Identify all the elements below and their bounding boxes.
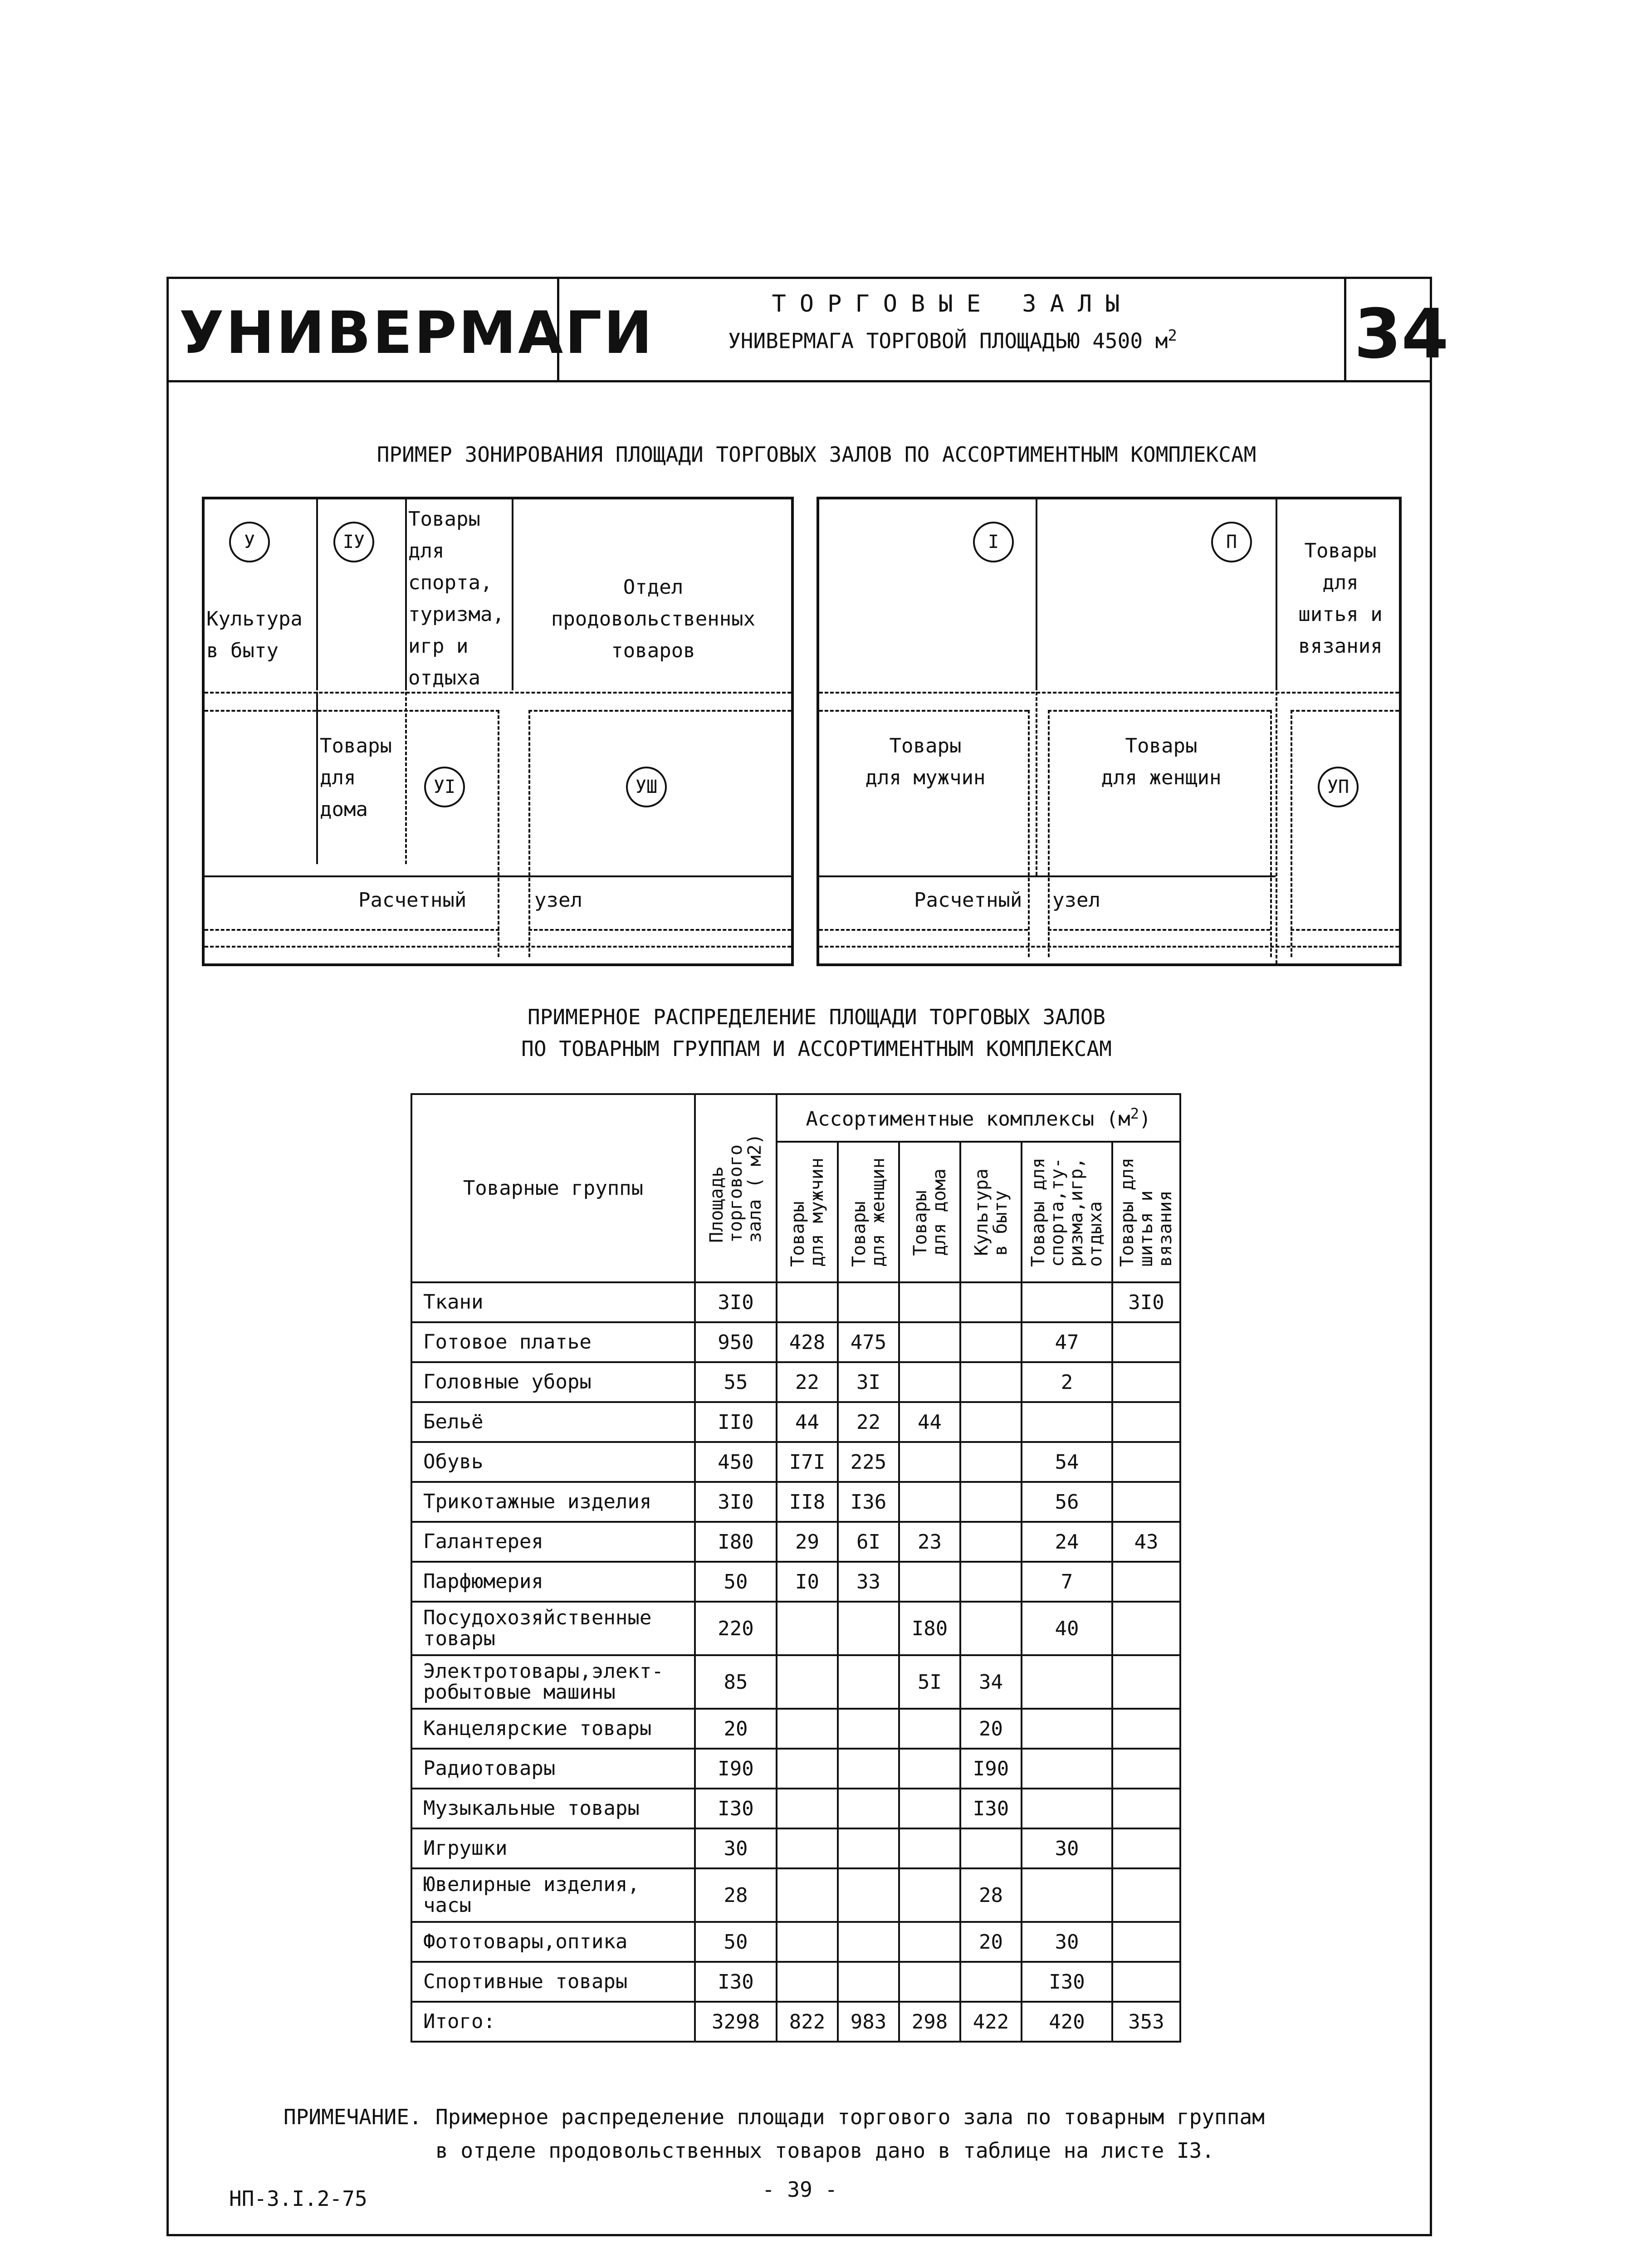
- zoning-title: ПРИМЕР ЗОНИРОВАНИЯ ПЛОЩАДИ ТОРГОВЫХ ЗАЛОВ ПО АССОРТИМЕНТНЫМ КОМПЛЕКСАМ: [376, 442, 1257, 467]
- table-row: [411, 1282, 1180, 1322]
- row-cell: 33: [838, 1562, 899, 1602]
- plan-left-dash: [498, 710, 499, 957]
- col-header-complex-1: [838, 1142, 899, 1282]
- row-cell: 22: [838, 1402, 899, 1442]
- table-row: [411, 1442, 1180, 1482]
- row-cell: [777, 1602, 838, 1655]
- row-cell: [899, 1868, 960, 1922]
- row-name: Спортивные товары: [411, 1962, 695, 2002]
- col-header-complex-text: Товары для спорта,ту- ризма,игр, отдыха: [1028, 1157, 1106, 1267]
- row-cell: 85: [695, 1655, 777, 1709]
- table-row: [411, 1322, 1180, 1362]
- table-row: [411, 2002, 1180, 2042]
- col-header-complex-text: Товары для женщин: [848, 1157, 889, 1267]
- col-header-complex-text: Культура в быту: [971, 1168, 1011, 1256]
- row-cell: 3298: [695, 2002, 777, 2042]
- row-cell: 44: [899, 1402, 960, 1442]
- zone-women: Товары для женщин: [1101, 734, 1222, 789]
- table-row: [411, 1402, 1180, 1442]
- row-cell: [899, 1789, 960, 1828]
- row-cell: [960, 1322, 1022, 1362]
- footer-code: НП-3.I.2-75: [229, 2186, 367, 2211]
- row-cell: I30: [695, 1789, 777, 1828]
- row-cell: 50: [695, 1922, 777, 1962]
- row-cell: 298: [899, 2002, 960, 2042]
- row-name: Ткани: [411, 1282, 695, 1322]
- row-cell: [899, 1828, 960, 1868]
- row-cell: [777, 1655, 838, 1709]
- plan-right-dash: [1291, 710, 1292, 957]
- row-name: Трикотажные изделия: [411, 1482, 695, 1522]
- row-cell: [777, 1922, 838, 1962]
- row-name: Ювелирные изделия, часы: [411, 1868, 695, 1922]
- row-cell: 225: [838, 1442, 899, 1482]
- row-cell: 420: [1022, 2002, 1112, 2042]
- plan-left-dash: [405, 692, 407, 864]
- row-cell: 29: [777, 1522, 838, 1562]
- row-name: Бельё: [411, 1402, 695, 1442]
- row-name: Канцелярские товары: [411, 1709, 695, 1749]
- row-cell: [838, 1962, 899, 2002]
- row-cell: 822: [777, 2002, 838, 2042]
- row-cell: 28: [695, 1868, 777, 1922]
- plan-left-wall: [405, 498, 407, 690]
- plan-right-wall: [1036, 498, 1037, 690]
- row-cell: [899, 1322, 960, 1362]
- plan-left-wall: [316, 498, 318, 690]
- zone-food: Отдел продовольственных товаров: [551, 576, 756, 662]
- row-cell: [777, 1868, 838, 1922]
- row-cell: 3I: [838, 1362, 899, 1402]
- row-cell: [1112, 1962, 1180, 2002]
- row-cell: 353: [1112, 2002, 1180, 2042]
- row-cell: I30: [1022, 1962, 1112, 2002]
- col-header-complex-5: [1112, 1142, 1180, 1282]
- plan-right-dash: [819, 929, 1028, 931]
- row-cell: I36: [838, 1482, 899, 1522]
- row-cell: 44: [777, 1402, 838, 1442]
- row-cell: 6I: [838, 1522, 899, 1562]
- row-cell: [838, 1922, 899, 1962]
- row-cell: 54: [1022, 1442, 1112, 1482]
- row-cell: [960, 1562, 1022, 1602]
- row-cell: [838, 1709, 899, 1749]
- row-cell: 3I0: [1112, 1282, 1180, 1322]
- row-cell: [1112, 1868, 1180, 1922]
- col-header-groups: Товарные группы: [411, 1094, 695, 1282]
- note-line-2: в отделе продовольственных товаров дано в таблице на листе I3.: [435, 2138, 1215, 2163]
- col-header-area: [695, 1094, 777, 1282]
- row-cell: [838, 1282, 899, 1322]
- plan-right-dash: [1291, 710, 1399, 712]
- row-cell: 475: [838, 1322, 899, 1362]
- table-row: [411, 1655, 1180, 1709]
- row-cell: 450: [695, 1442, 777, 1482]
- row-cell: [899, 1749, 960, 1789]
- table-row: [411, 1789, 1180, 1828]
- col-header-complex-text: Товары для дома: [909, 1168, 950, 1256]
- row-cell: [1112, 1709, 1180, 1749]
- row-cell: [960, 1602, 1022, 1655]
- row-cell: [777, 1789, 838, 1828]
- table-row: [411, 1828, 1180, 1868]
- row-name: Фототовары,оптика: [411, 1922, 695, 1962]
- row-cell: 23: [899, 1522, 960, 1562]
- col-header-complex-3: [960, 1142, 1022, 1282]
- plan-right-dash: [819, 946, 1399, 948]
- table-row: [411, 1962, 1180, 2002]
- row-cell: [838, 1749, 899, 1789]
- row-cell: [1022, 1749, 1112, 1789]
- page-number: - 39 -: [762, 2177, 838, 2202]
- row-name: Игрушки: [411, 1828, 695, 1868]
- row-cell: [1112, 1402, 1180, 1442]
- row-cell: [960, 1482, 1022, 1522]
- row-cell: I90: [960, 1749, 1022, 1789]
- row-cell: [899, 1962, 960, 2002]
- col-header-complex-text: Товары для шитья и вязания: [1117, 1157, 1176, 1267]
- row-cell: 428: [777, 1322, 838, 1362]
- plan-left-dash: [205, 710, 499, 712]
- table-row: [411, 1922, 1180, 1962]
- row-cell: [899, 1482, 960, 1522]
- plan-right-dash: [819, 710, 1028, 712]
- row-cell: [777, 1962, 838, 2002]
- zone-marker-II: П: [1211, 522, 1252, 562]
- row-cell: [838, 1868, 899, 1922]
- row-cell: [777, 1709, 838, 1749]
- row-cell: [1112, 1362, 1180, 1402]
- row-cell: 24: [1022, 1522, 1112, 1562]
- plan-right-dash: [1270, 710, 1272, 957]
- row-cell: 5I: [899, 1655, 960, 1709]
- col-header-complex-0: [777, 1142, 838, 1282]
- header-divider: [166, 380, 1432, 382]
- row-cell: 3I0: [695, 1282, 777, 1322]
- row-cell: 20: [960, 1922, 1022, 1962]
- row-cell: [1112, 1562, 1180, 1602]
- col-header-complex-4: [1022, 1142, 1112, 1282]
- zone-node-right: узел: [1052, 889, 1100, 912]
- row-name: Итого:: [411, 2002, 695, 2042]
- row-cell: 30: [1022, 1828, 1112, 1868]
- note-line-1: Примерное распределение площади торгового зала по товарным группам: [435, 2105, 1265, 2129]
- row-name: Посудохозяйственные товары: [411, 1602, 695, 1655]
- row-cell: 30: [695, 1828, 777, 1868]
- row-name: Обувь: [411, 1442, 695, 1482]
- row-cell: [960, 1828, 1022, 1868]
- zone-marker-VI: УI: [424, 767, 465, 807]
- table-row: [411, 1562, 1180, 1602]
- row-cell: [1112, 1655, 1180, 1709]
- row-cell: [838, 1602, 899, 1655]
- row-name: Готовое платье: [411, 1322, 695, 1362]
- row-cell: [960, 1402, 1022, 1442]
- row-cell: [899, 1709, 960, 1749]
- row-cell: 7: [1022, 1562, 1112, 1602]
- row-cell: 34: [960, 1655, 1022, 1709]
- row-cell: [1112, 1922, 1180, 1962]
- row-cell: 30: [1022, 1922, 1112, 1962]
- distribution-body: [411, 1282, 1180, 2042]
- row-cell: 22: [777, 1362, 838, 1402]
- row-name: Галантерея: [411, 1522, 695, 1562]
- row-cell: [1112, 1789, 1180, 1828]
- col-header-complex-2: [899, 1142, 960, 1282]
- row-cell: I80: [695, 1522, 777, 1562]
- col-header-area-text: Площадь торгового зала ( м2): [706, 1134, 765, 1243]
- plan-right-dash: [1291, 929, 1399, 931]
- zone-sport: Товары для спорта, туризма, игр и отдыха: [408, 508, 504, 689]
- row-cell: I30: [695, 1962, 777, 2002]
- sheet-number: 34: [1354, 295, 1449, 374]
- row-cell: [899, 1442, 960, 1482]
- table-row: [411, 1868, 1180, 1922]
- header-separator-2: [1344, 277, 1346, 382]
- zone-marker-I: I: [973, 522, 1014, 562]
- row-cell: 47: [1022, 1322, 1112, 1362]
- zone-home: Товары для дома: [320, 734, 392, 821]
- distribution-title-2: ПО ТОВАРНЫМ ГРУППАМ И АССОРТИМЕНТНЫМ КОМПЛЕКСАМ: [521, 1036, 1112, 1061]
- col-header-complexes: Ассортиментные комплексы $(м^2)$: [777, 1094, 1180, 1142]
- table-row: [411, 1362, 1180, 1402]
- row-name: Парфюмерия: [411, 1562, 695, 1602]
- row-cell: 56: [1022, 1482, 1112, 1522]
- row-cell: 50: [695, 1562, 777, 1602]
- row-cell: 3I0: [695, 1482, 777, 1522]
- row-cell: [838, 1655, 899, 1709]
- plan-right-line: [819, 875, 1276, 877]
- row-cell: I80: [899, 1602, 960, 1655]
- row-name: Радиотовары: [411, 1749, 695, 1789]
- plan-right-dash: [1048, 710, 1270, 712]
- row-cell: [960, 1282, 1022, 1322]
- row-cell: [1022, 1282, 1112, 1322]
- row-cell: 28: [960, 1868, 1022, 1922]
- row-cell: 220: [695, 1602, 777, 1655]
- distribution-title-1: ПРИМЕРНОЕ РАСПРЕДЕЛЕНИЕ ПЛОЩАДИ ТОРГОВЫХ ЗАЛОВ: [528, 1005, 1105, 1029]
- plan-right-dash: [1276, 692, 1277, 964]
- row-name: Музыкальные товары: [411, 1789, 695, 1828]
- zone-calc-right: Расчетный: [914, 889, 1022, 912]
- row-cell: [1022, 1868, 1112, 1922]
- row-cell: 55: [695, 1362, 777, 1402]
- table-row: [411, 1709, 1180, 1749]
- row-cell: [1022, 1655, 1112, 1709]
- zone-marker-VIII: УШ: [626, 767, 667, 807]
- col-header-complex-text: Товары для мужчин: [787, 1157, 827, 1267]
- row-cell: [1022, 1789, 1112, 1828]
- row-cell: II0: [695, 1402, 777, 1442]
- row-cell: I90: [695, 1749, 777, 1789]
- row-cell: [1112, 1749, 1180, 1789]
- row-cell: [1112, 1602, 1180, 1655]
- row-cell: II8: [777, 1482, 838, 1522]
- plan-left-wall: [316, 692, 318, 864]
- row-cell: I30: [960, 1789, 1022, 1828]
- plan-right-dash: [1048, 929, 1270, 931]
- row-cell: 20: [960, 1709, 1022, 1749]
- row-cell: [1112, 1482, 1180, 1522]
- table-row: [411, 1522, 1180, 1562]
- header-title-line2: УНИВЕРМАГА ТОРГОВОЙ ПЛОЩАДЬЮ 4500 $м^2$: [728, 327, 1177, 353]
- zone-marker-V: У: [229, 522, 270, 562]
- row-cell: [960, 1522, 1022, 1562]
- plan-right-wall: [1276, 498, 1277, 690]
- plan-left-line: [205, 875, 791, 877]
- row-cell: 43: [1112, 1522, 1180, 1562]
- distribution-table: [411, 1093, 1181, 2043]
- row-cell: [1022, 1709, 1112, 1749]
- row-cell: [960, 1362, 1022, 1402]
- plan-right-dash: [1036, 692, 1037, 875]
- row-cell: 422: [960, 2002, 1022, 2042]
- plan-left-wall: [512, 498, 513, 690]
- zone-sewing: Товары для шитья и вязания: [1298, 539, 1383, 658]
- note-label: ПРИМЕЧАНИЕ.: [284, 2105, 422, 2129]
- row-cell: [1112, 1828, 1180, 1868]
- plan-left-dash: [528, 929, 791, 931]
- zone-culture: Культура в быту: [206, 607, 303, 662]
- row-cell: I0: [777, 1562, 838, 1602]
- plan-right-dash: [1028, 710, 1030, 957]
- zone-men: Товары для мужчин: [865, 734, 986, 789]
- row-cell: [960, 1442, 1022, 1482]
- row-cell: [777, 1282, 838, 1322]
- row-cell: [838, 1789, 899, 1828]
- table-row: [411, 1602, 1180, 1655]
- table-row: [411, 1482, 1180, 1522]
- plan-left-dash: [528, 710, 791, 712]
- header-title-line1: ТОРГОВЫЕ ЗАЛЫ: [772, 290, 1134, 318]
- zone-node-left: узел: [534, 889, 582, 912]
- row-cell: [899, 1282, 960, 1322]
- row-cell: [1022, 1402, 1112, 1442]
- row-cell: [838, 1828, 899, 1868]
- row-cell: [899, 1362, 960, 1402]
- plan-left-dash: [528, 710, 530, 957]
- row-cell: [777, 1749, 838, 1789]
- row-cell: [777, 1828, 838, 1868]
- zone-marker-IV: IУ: [333, 522, 374, 562]
- row-cell: [899, 1562, 960, 1602]
- zone-marker-VII: УП: [1318, 767, 1359, 807]
- row-cell: 2: [1022, 1362, 1112, 1402]
- row-cell: 950: [695, 1322, 777, 1362]
- row-cell: 20: [695, 1709, 777, 1749]
- row-cell: I7I: [777, 1442, 838, 1482]
- row-cell: [899, 1922, 960, 1962]
- plan-left-dash: [205, 929, 499, 931]
- table-row: [411, 1749, 1180, 1789]
- row-cell: 983: [838, 2002, 899, 2042]
- plan-right-dash: [819, 692, 1399, 694]
- row-cell: [1112, 1442, 1180, 1482]
- plan-right-dash: [1048, 710, 1050, 957]
- plan-left-dash: [205, 946, 791, 948]
- row-name: Электротовары,элект- робытовые машины: [411, 1655, 695, 1709]
- row-cell: [1112, 1322, 1180, 1362]
- zone-calc-left: Расчетный: [358, 889, 467, 912]
- row-name: Головные уборы: [411, 1362, 695, 1402]
- brand-title: УНИВЕРМАГИ: [179, 299, 654, 367]
- row-cell: 40: [1022, 1602, 1112, 1655]
- row-cell: [960, 1962, 1022, 2002]
